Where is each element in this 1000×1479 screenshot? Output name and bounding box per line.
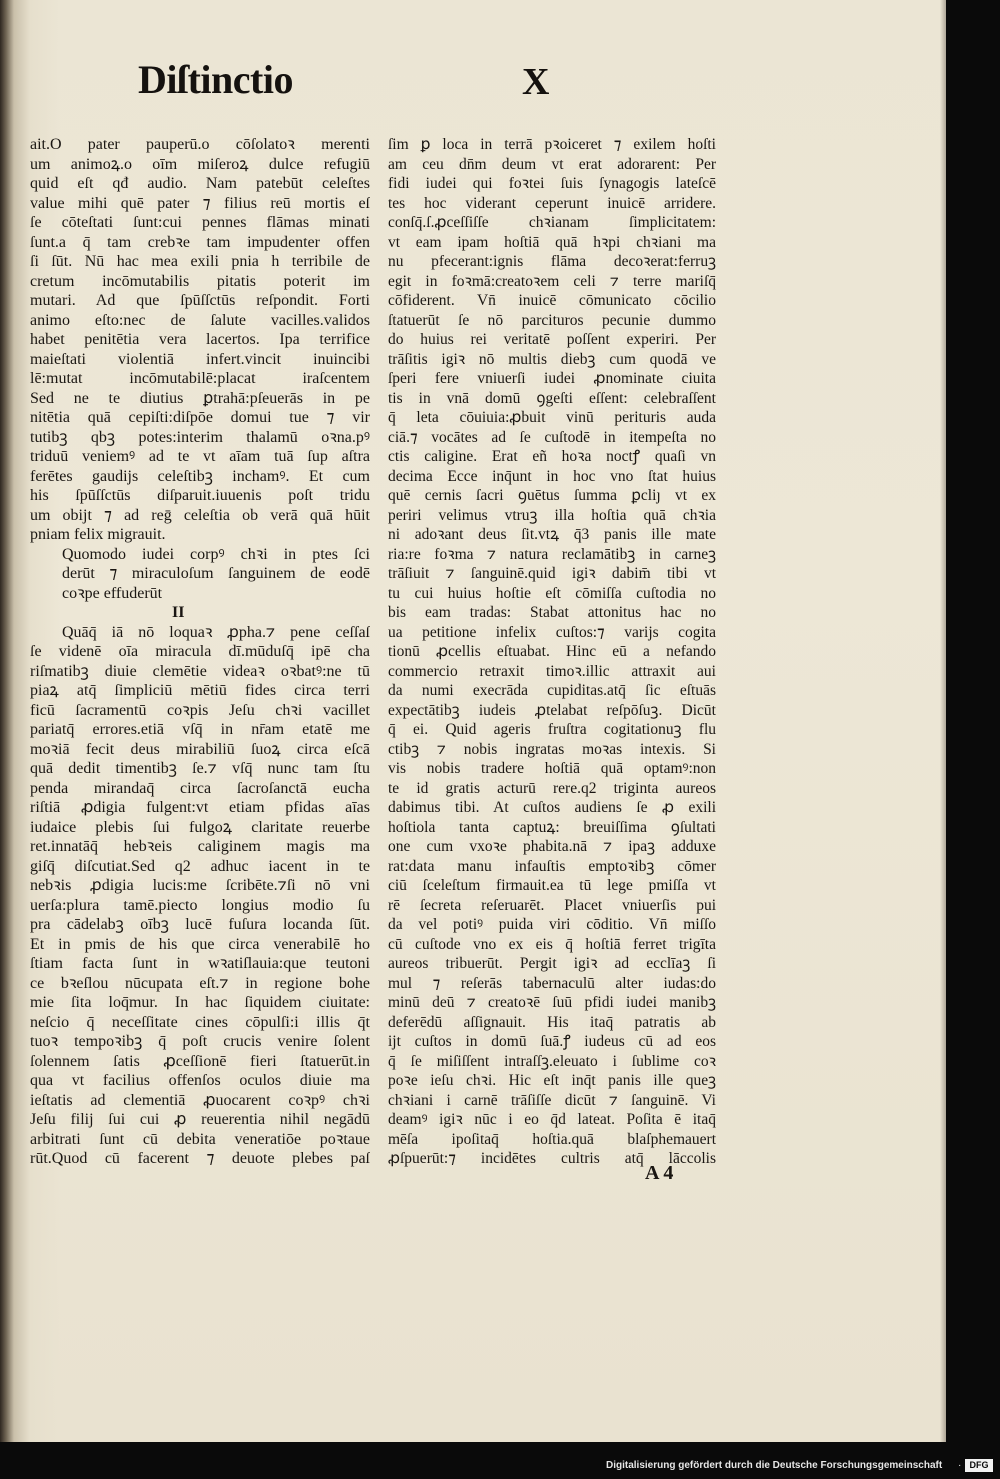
text-line: qua vt facilius offenſos oculos diuie ma <box>30 1072 370 1089</box>
text-line: pniam felix migrauit. <box>30 526 166 543</box>
text-line: ſunt.a q̄ tam crebꝛe tam impudenter offen <box>30 233 370 251</box>
text-line: ſe videnē oīa miracula dī.mūduſq̄ ipē cha <box>30 643 370 660</box>
text-line: bis eam tradas: Stabat attonitus hac no <box>388 604 716 621</box>
text-line: cretum incōmutabilis pitatis poterit im <box>30 272 370 290</box>
text-line: tionū ꝓcellis eſtuabat. Hinc eū a nefando <box>388 643 716 660</box>
text-line: poꝛe ieſu chꝛi. Hic eſt inq̄t panis ille queꝫ <box>388 1072 716 1089</box>
text-line: egit in foꝛmā:creatoꝛem celi ⁊ terre mariſq̄ <box>388 272 716 290</box>
text-line: ret.innatāq̄ hebꝛeis caliginem magis ma <box>30 838 370 855</box>
text-line: cōfiderent. Vn̄ inuicē cōmunicato cōcilio <box>388 292 716 309</box>
text-line: tu cui huius hoſtie eſt cōmiſſa cuſtodia no <box>388 584 716 602</box>
text-line: ſtiam facta ſunt in wꝛatiſlauia:que teutoni <box>30 955 370 972</box>
text-line: penda mirandaq̄ circa ſacroſanctā eucha <box>30 779 370 797</box>
signature-mark: A 4 <box>645 1162 674 1184</box>
text-line: mul ⁊ reſerās tabernaculū alter iudas:do <box>388 974 716 992</box>
text-line: uerſa:plura tamē.piecto longius modio ſu <box>30 896 370 914</box>
text-line: nitētia quā cepiſti:diſpōe domui tue ⁊ vir <box>30 409 370 426</box>
text-line: q̄ leta cōuiuia:ꝓbuit vinū perituris auda <box>388 409 716 426</box>
text-line: trāſitis igiꝛ nō multis diebꝫ cum quodā ve <box>388 350 716 368</box>
text-line: fidi iudei qui foꝛtei ſuis ſynagogis lateſcē <box>388 175 716 192</box>
text-line: pariatq̄ errores.etiā vſq̄ in nr̄am etatē me <box>30 721 370 738</box>
text-line: quid eſt qđ audio. Nam patebūt celeſtes <box>30 175 370 192</box>
text-line: tuoꝛ tempoꝛibꝫ q̄ poſt crucis venire ſolent <box>30 1033 370 1050</box>
text-line: his ſpūſſctūs diſparuit.iuuenis poſt tridu <box>30 487 370 504</box>
text-line: aureos tribuerūt. Pergit igiꝛ ad ecclīaꝫ ſi <box>388 955 716 972</box>
text-line: rūt.Quod cū facerent ⁊ deuote plebes paſ <box>30 1150 370 1167</box>
text-line: riſmatibꝫ diuie clemētie videaꝛ oꝛbatꝰ:ne tū <box>30 662 370 680</box>
text-line: mie ſita loq̄mur. In hac ſiquidem ciuitate: <box>30 994 370 1011</box>
text-line: do huius rei veritatē poſſent experiri. Per <box>388 331 716 348</box>
text-line: Et in pmis de his que circa venerabilē ho <box>30 935 370 953</box>
left-text-column <box>30 135 370 1169</box>
running-head-title: Diſtinctio <box>138 57 293 102</box>
text-line: decima Ecce inq̄unt in hoc vno ſtat huius <box>388 467 716 485</box>
text-line: trāſiuit ⁊ ſanguinē.quid igiꝛ dabim̄ tibi vt <box>388 565 716 582</box>
text-line: ria:re foꝛma ⁊ natura reclamātibꝫ in carneꝫ <box>388 545 716 563</box>
text-line: te id gratis acturū rere.q2 triginta aureos <box>388 779 716 797</box>
text-line: riſtiā ꝓdigia fulgent:vt etiam pfidas aīas <box>30 799 370 816</box>
text-line: Quāq̄ iā nō loquaꝛ ꝓpha.⁊ pene ceſſaſ <box>62 623 370 641</box>
text-line: vt eam ipam hoſtiā quā hꝛpi chꝛiani ma <box>388 233 716 251</box>
text-line: conſq̄.ſ.ꝓceſſiſſe chꝛianam ſimplicitatem: <box>388 214 716 231</box>
text-line: cū cuſtode vno ex eis q̄ hoſtiā ferret trigīta <box>388 935 716 953</box>
page-edge-shadow <box>940 0 946 1442</box>
chapter-heading-line: coꝛpe effuderūt <box>62 584 163 602</box>
text-line: mēſa ipoſitaq̄ hoſtia.quā blaſphemauert <box>388 1130 716 1148</box>
text-line: ieſtatis ad clementiā ꝓuocarent coꝛpꝰ chꝛi <box>30 1091 370 1109</box>
text-line: ꝓſpuerūt:⁊ incidētes cultris atq̄ lāccolis <box>388 1150 716 1167</box>
text-line: ce bꝛeſlou nūcupata eſt.⁊ in regione bohe <box>30 974 370 992</box>
text-line: ſim ꝑ loca in terrā pꝛoiceret ⁊ exilem hoſti <box>388 136 716 153</box>
text-line: one cum vxoꝛe phabita.nā ⁊ ipaꝫ adduxe <box>388 838 716 855</box>
funding-credit: Digitalisierung gefördert durch die Deutsche Forschungsgemeinschaft <box>606 1460 943 1471</box>
text-line: arbitrati ſunt cū debita veneratiōe poꝛtaue <box>30 1130 370 1148</box>
text-line: quē cernis ſacri ꝯuētus ſumma ꝑcliȷ vt ex <box>388 487 716 504</box>
text-line: giſq̄ diſcutiat.Sed q2 adhuc iacent in te <box>30 857 370 875</box>
text-line: animo eſto:nec de ſalute vacilles.validos <box>30 311 370 329</box>
text-line: quā dedit timentibꝫ ſe.⁊ vſq̄ nunc tam ſtu <box>30 760 370 777</box>
right-text-column <box>388 135 716 1169</box>
text-line: q̄ ei. Quid ageris fruſtra cogitationuꝫ flu <box>388 721 716 738</box>
text-line: ciā.⁊ vocātes ad ſe cuſtodē in itempeſta no <box>388 428 716 446</box>
text-line: ctis caligine. Erat eñ hoꝛa noctꝭ quaſi vn <box>388 448 716 465</box>
text-line: deamꝰ igiꝛ nūc i eo q̄d lateat. Poſita ē itaq̄ <box>388 1111 716 1128</box>
text-line: rat:data manu infauſtis emptoꝛibꝫ cōmer <box>388 857 716 875</box>
footer-separator: · <box>958 1460 962 1471</box>
text-line: Jeſu filij ſui cui ꝓ reuerentia nihil negādū <box>30 1111 370 1128</box>
text-line: periri velimus vtruꝫ illa hoſtia quā chꝛia <box>388 506 716 524</box>
chapter-heading-line: Quomodo iudei corpꝰ chꝛi in ptes ſci <box>62 545 370 563</box>
text-line: ſi ſūt. Nū hac mea exili pnia h terribile de <box>30 253 370 270</box>
text-line: ijt cuſtos in domū ſuā.ꝭ iudeus cū ad eos <box>388 1033 716 1050</box>
text-line: chꝛiani i carnē trāſiſſe dicūt ⁊ ſanguinē. Vi <box>388 1091 716 1109</box>
text-line: ſolennem ſatis ꝓceſſionē fieri ſtatuerūt.in <box>30 1052 370 1070</box>
text-line: ciū ſceleſtum firmauit.ea tū lege pmiſſa vt <box>388 877 716 894</box>
text-line: mutari. Ad que ſpūſſctūs reſpondit. Forti <box>30 292 370 309</box>
text-line: ficū ſacramentū coꝛpis Jeſu chꝛi vacillet <box>30 701 370 719</box>
text-line: piaꝝ atq̄ ſimpliciū mētiū fides circa terri <box>30 682 370 699</box>
text-line: value mihi quē pater ⁊ filius reū mortis eſ <box>30 194 370 212</box>
text-line: tutibꝫ qbꝫ potes:interim thalamū oꝛna.pꝰ <box>30 428 370 446</box>
text-line: hoſtiola tanta captuꝝ: breuiſſima ꝯſultati <box>388 818 716 836</box>
text-line: maieſtati violentiā infert.vincit inuincibi <box>30 350 370 368</box>
text-line: lē:mutat incōmutabilē:placat iraſcentem <box>30 370 370 387</box>
text-line: tis in vnā domū ꝯgeſti eſſent: celebraſſent <box>388 389 716 407</box>
text-line: dabimus tibi. At cuſtos audiens ſe ꝓ exili <box>388 799 716 816</box>
text-line: ferētes gaudijs celeſtibꝫ inchamꝰ. Et cum <box>30 467 370 485</box>
text-line: ait.O pater pauperū.o cōſolatoꝛ merenti <box>30 136 370 153</box>
running-head-number: X <box>522 61 550 103</box>
text-line: ſtatuerūt ſe nō parcituros pecunie dummo <box>388 311 716 329</box>
text-line: pra cādelabꝫ oībꝫ lucē fuſura locanda ſūt. <box>30 916 370 933</box>
text-line: vis nobis tradere hoſtiā quā optamꝰ:non <box>388 760 716 777</box>
text-line: neſcio q̄ neceſſitate cines cōpulſi:i illis q̄t <box>30 1013 370 1031</box>
text-line: am ceu dn̄m deum vt erat adorarent: Per <box>388 155 716 173</box>
text-line: ſperi fere vniuerſi iudei ꝓnominate ciuita <box>388 370 716 387</box>
text-line: minū deū ⁊ creatoꝛē ſuū pfidi iudei manibꝫ <box>388 994 716 1011</box>
text-line: da vel potiꝰ puida viri cōditio. Vn̄ miſſo <box>388 916 716 933</box>
text-line: um animoꝝ.o oīm miſeroꝝ dulce refugiū <box>30 155 370 173</box>
text-line: um obijt ⁊ ad reḡ celeſtia ob verā quā hūit <box>30 506 370 524</box>
chapter-number: II <box>172 604 185 621</box>
text-line: habet penitētia vera lacertos. Ipa terrifice <box>30 331 370 348</box>
text-line: expectātibꝫ iudeis ꝓtelabat reſpōſuꝫ. Dicūt <box>388 701 716 719</box>
text-line: iudaice plebis ſui fulgoꝝ claritate reuerbe <box>30 818 370 836</box>
chapter-heading-line: derūt ⁊ miraculoſum ſanguinem de eodē <box>62 565 370 582</box>
text-line: q̄ ſe miſiſſent intraſſꝫ.eleuato i ſublime coꝛ <box>388 1052 716 1070</box>
text-line: rē ſecreta reſeruarēt. Placet vniuerſis pui <box>388 896 716 914</box>
text-line: moꝛiā fecit deus mirabiliū ſuoꝝ circa eſcā <box>30 740 370 758</box>
text-line: ni adoꝛant deus ſit.vtꝝ q̄3 panis ille mate <box>388 526 716 543</box>
text-line: commercio retraxit timoꝛ.illic attraxit aui <box>388 662 716 680</box>
dfg-logo-icon: DFG <box>965 1459 993 1472</box>
text-line: da numi execrāda cupiditas.atq̄ ſic eſtuās <box>388 682 716 699</box>
text-line: triduū veniemꝰ ad te vt aīam tuā ſup aſtra <box>30 448 370 465</box>
text-line: ctibꝫ ⁊ nobis ingratas moꝛas intexis. Si <box>388 740 716 758</box>
text-line: ua petitione infelix cuſtos:⁊ varijs cogita <box>388 623 716 641</box>
text-line: nebꝛis ꝓdigia lucis:me ſcribēte.⁊ſi nō vni <box>30 877 370 894</box>
text-line: Sed ne te diutius ꝑtrahā:pſeuerās in pe <box>30 389 370 407</box>
text-line: tes hoc viderant ceperunt inuicē arridere. <box>388 194 716 212</box>
text-line: nu pfecerant:ignis flāma decoꝛerat:ferruꝫ <box>388 253 716 270</box>
text-line: deferēdū aſſignauit. His itaq̄ patratis ab <box>388 1013 716 1031</box>
text-line: ſe cōteſtati ſunt:cui pennes flāmas minati <box>30 214 370 231</box>
